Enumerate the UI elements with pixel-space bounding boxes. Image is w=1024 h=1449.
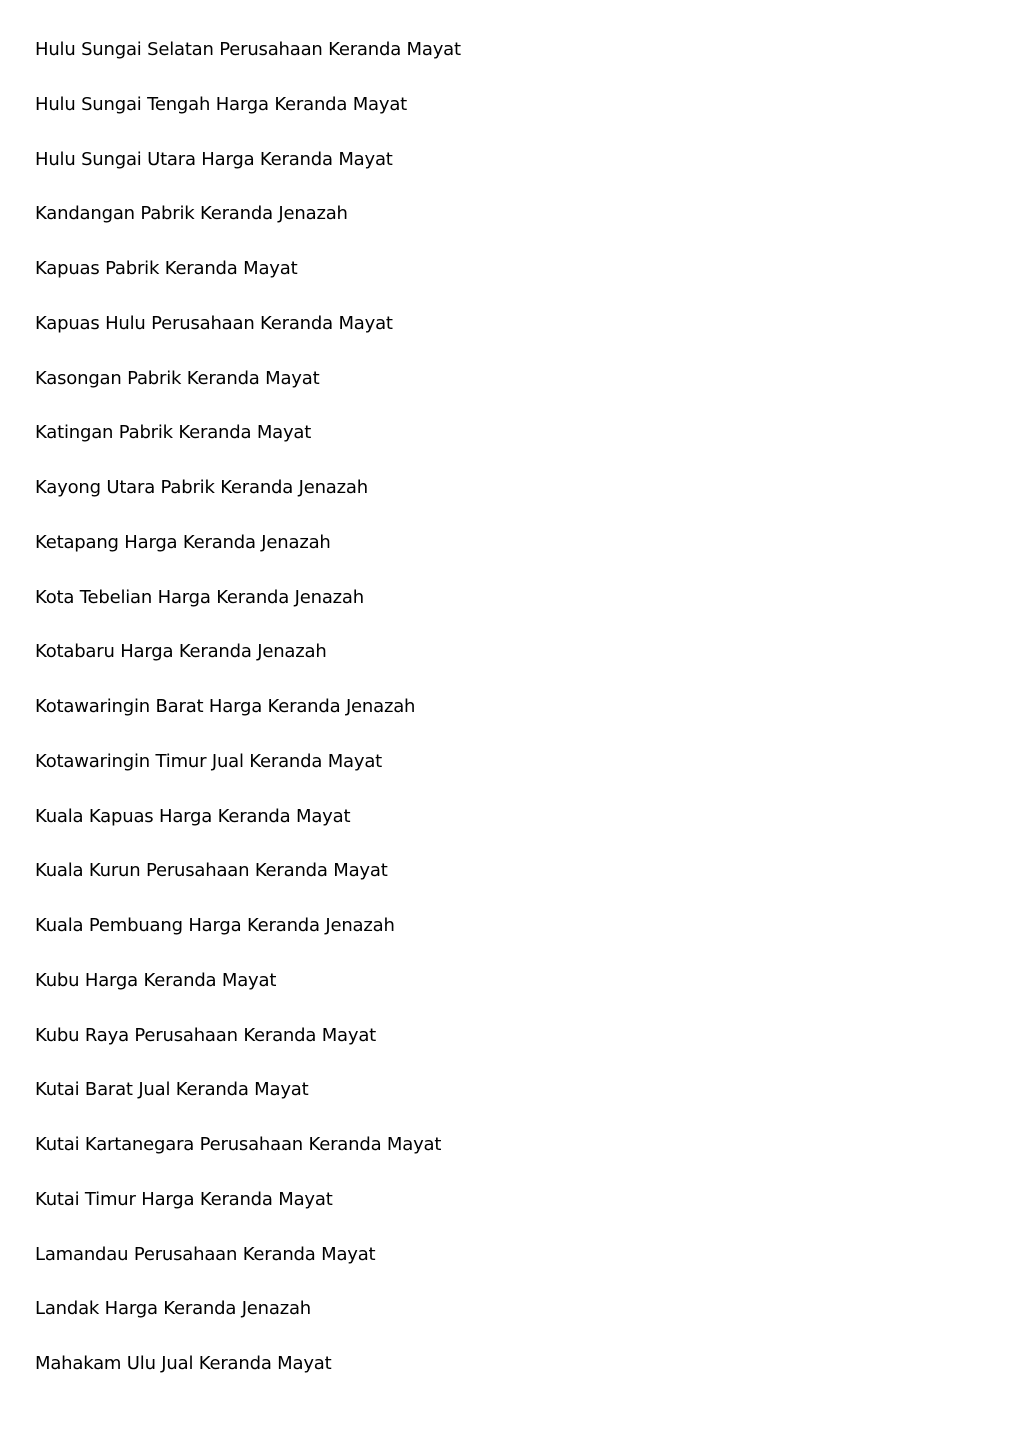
list-item: Hulu Sungai Utara Harga Keranda Mayat bbox=[35, 148, 393, 170]
list-item: Kotawaringin Barat Harga Keranda Jenazah bbox=[35, 696, 416, 717]
list-item: Kutai Kartanegara Perusahaan Keranda Mayat bbox=[35, 1134, 442, 1155]
list-item: Kapuas Hulu Perusahaan Keranda Mayat bbox=[35, 312, 393, 334]
list-item: Kasongan Pabrik Keranda Mayat bbox=[35, 367, 320, 389]
list-item: Kuala Kurun Perusahaan Keranda Mayat bbox=[35, 860, 388, 882]
list-item: Lamandau Perusahaan Keranda Mayat bbox=[35, 1243, 376, 1265]
list-item: Landak Harga Keranda Jenazah bbox=[35, 1298, 312, 1320]
list-item: Kutai Barat Jual Keranda Mayat bbox=[35, 1079, 309, 1101]
list-item: Kapuas Pabrik Keranda Mayat bbox=[35, 258, 298, 279]
document-text-list bbox=[35, 36, 461, 1405]
list-item: Kutai Timur Harga Keranda Mayat bbox=[35, 1188, 333, 1210]
list-item: Kubu Harga Keranda Mayat bbox=[35, 969, 277, 991]
list-item: Hulu Sungai Selatan Perusahaan Keranda Mayat bbox=[35, 39, 461, 60]
list-item: Kubu Raya Perusahaan Keranda Mayat bbox=[35, 1024, 377, 1046]
list-item: Katingan Pabrik Keranda Mayat bbox=[35, 422, 312, 444]
list-item: Kuala Pembuang Harga Keranda Jenazah bbox=[35, 915, 395, 936]
list-item: Kotawaringin Timur Jual Keranda Mayat bbox=[35, 750, 383, 772]
list-item: Kota Tebelian Harga Keranda Jenazah bbox=[35, 586, 364, 608]
list-item: Kotabaru Harga Keranda Jenazah bbox=[35, 641, 327, 663]
list-item: Kayong Utara Pabrik Keranda Jenazah bbox=[35, 477, 368, 498]
list-item: Kuala Kapuas Harga Keranda Mayat bbox=[35, 805, 351, 827]
list-item: Mahakam Ulu Jual Keranda Mayat bbox=[35, 1353, 332, 1374]
list-item: Ketapang Harga Keranda Jenazah bbox=[35, 531, 331, 553]
list-item: Kandangan Pabrik Keranda Jenazah bbox=[35, 203, 348, 225]
list-item: Hulu Sungai Tengah Harga Keranda Mayat bbox=[35, 93, 408, 115]
